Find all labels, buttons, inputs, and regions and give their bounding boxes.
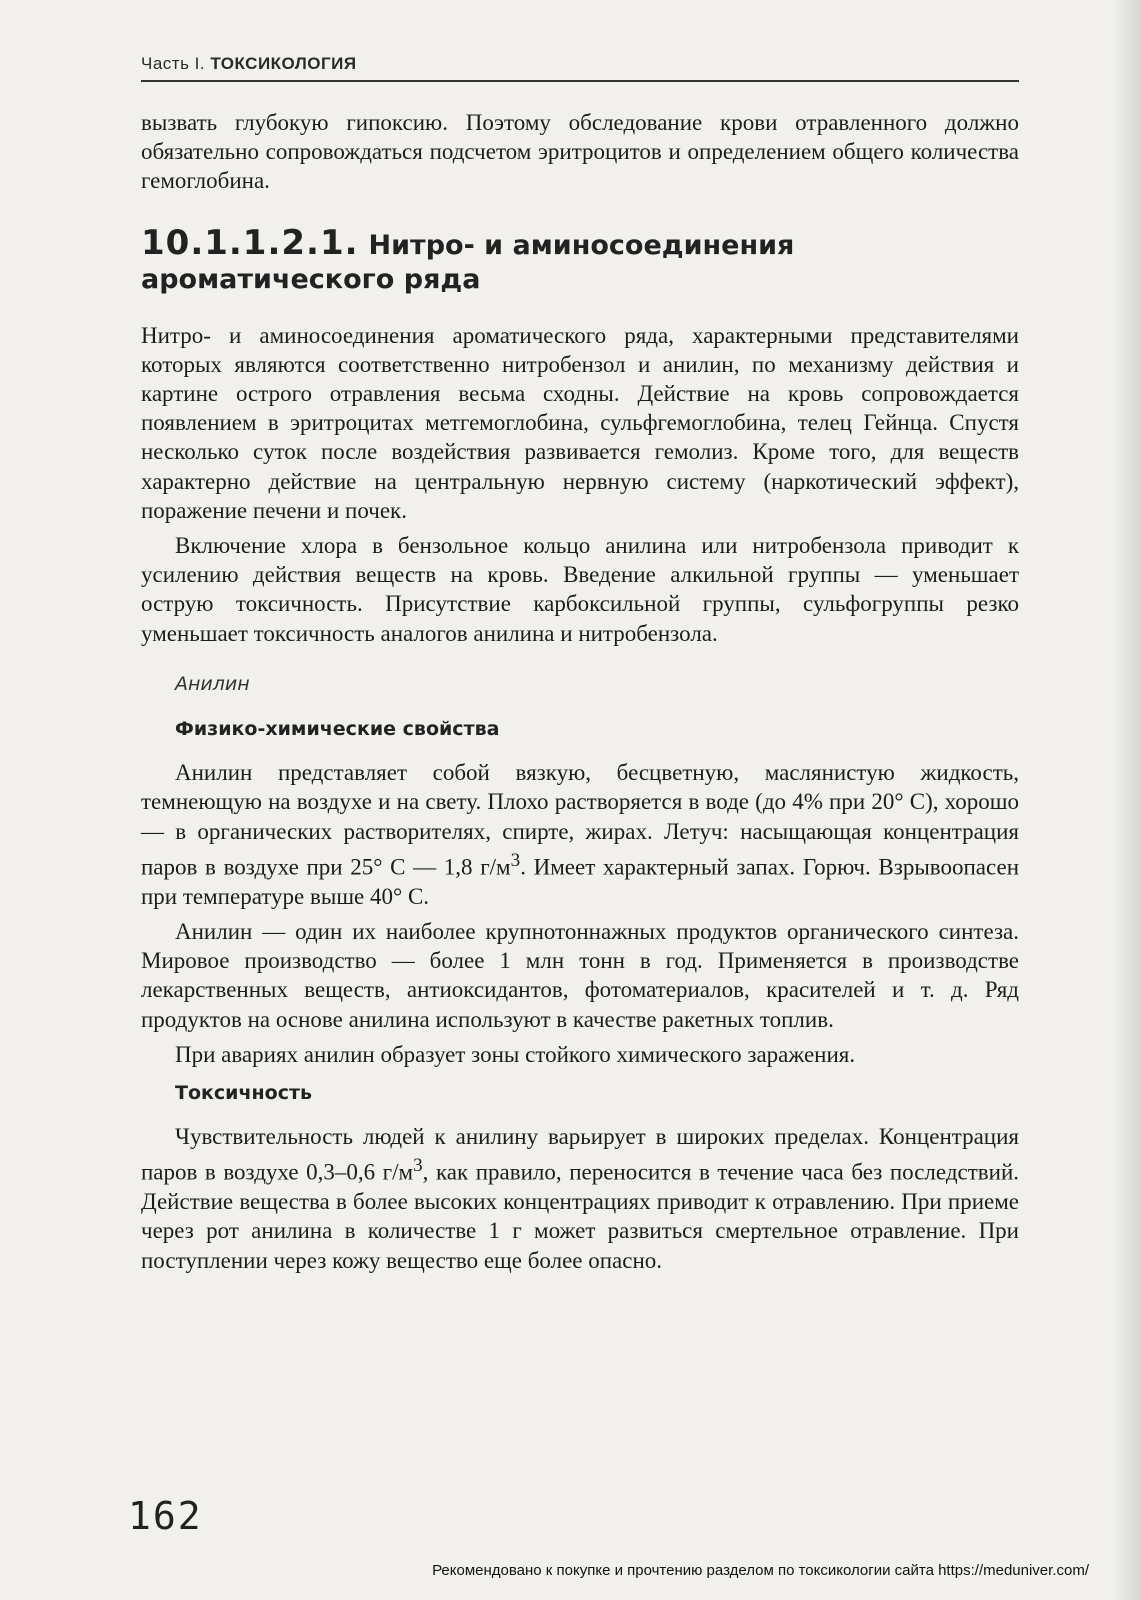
subsection-title: Анилин	[175, 672, 250, 695]
paragraph-physchem-2: Анилин — один их наиболее крупнотоннажных продуктов органического синтеза. Мировое производство — более 1 млн тонн в год. Применяется в производстве лекарственных веществ, антиоксидантов, фотоматериалов, красителей и т. д. Ряд продуктов на основе анилина используют в качестве ракетных топлив.	[141, 918, 1019, 1032]
physchem-heading: Физико-химические свойства	[175, 718, 500, 741]
page-number: 162	[128, 1494, 203, 1538]
section-heading	[141, 222, 1019, 297]
running-head-title: ТОКСИКОЛОГИЯ	[210, 54, 357, 73]
paragraph-physchem-3: При авариях анилин образует зоны стойкого химического заражения.	[175, 1041, 856, 1067]
paragraph-physchem-1: Анилин представляет собой вязкую, бесцветную, маслянистую жидкость, темнеющую на воздухе и на свету. Плохо растворяется в воде (до 4% при 20° С), хорошо — в органических растворителях, спирте, жирах. Летуч: насыщающая концентрация паров в воздухе при 25° С — 1,8 $г/м^3$. Имеет характерный запах. Горюч. Взрывоопасен при температуре выше 40° С.	[141, 760, 1020, 909]
header-rule	[141, 80, 1019, 82]
page-body	[141, 108, 1019, 1275]
footer-note: Рекомендовано к покупке и прочтению разделом по токсикологии сайта https://meduniver.com/	[432, 1562, 1089, 1579]
paragraph-overview: Нитро- и аминосоединения ароматического ряда, характерными представителями которых являются соответственно нитробензол и анилин, по механизму действия и картине острого отравления весьма сходны. Действие на кровь сопровождается появлением в эритроцитах метгемоглобина, сульфгемоглобина, телец Гейнца. Спустя несколько суток после воздействия развивается гемолиз. Кроме того, для веществ характерно действие на центральную нервную систему (наркотический эффект), поражение печени и почек.	[141, 322, 1019, 523]
paragraph-toxicity: Чувствительность людей к анилину варьирует в широких пределах. Концентрация паров в воздухе 0,3–0,6 $г/м^3$, как правило, переносится в течение часа без последствий. Действие вещества в более высоких концентрациях приводит к отравлению. При приеме через рот анилина в количестве 1 г может развиться смертельное отравление. При поступлении через кожу вещество еще более опасно.	[141, 1124, 1020, 1273]
toxicity-heading: Токсичность	[175, 1081, 312, 1104]
section-title: Нитро- и аминосоединения ароматического ряда	[141, 229, 795, 295]
paragraph-substituents: Включение хлора в бензольное кольцо анилина или нитробензола приводит к усилению действия веществ на кровь. Введение алкильной группы — уменьшает острую токсичность. Присутствие карбоксильной группы, сульфогруппы резко уменьшает токсичность аналогов анилина и нитробензола.	[141, 533, 1019, 646]
running-head	[141, 54, 1019, 74]
intro-paragraph: вызвать глубокую гипоксию. Поэтому обследование крови отравленного должно обязательно сопровождаться подсчетом эритроцитов и определением общего количества гемоглобина.	[141, 110, 1019, 194]
page-edge-shadow	[1113, 0, 1141, 1600]
section-number: 10.1.1.2.1.	[141, 222, 359, 263]
running-head-part: Часть I.	[141, 54, 206, 73]
